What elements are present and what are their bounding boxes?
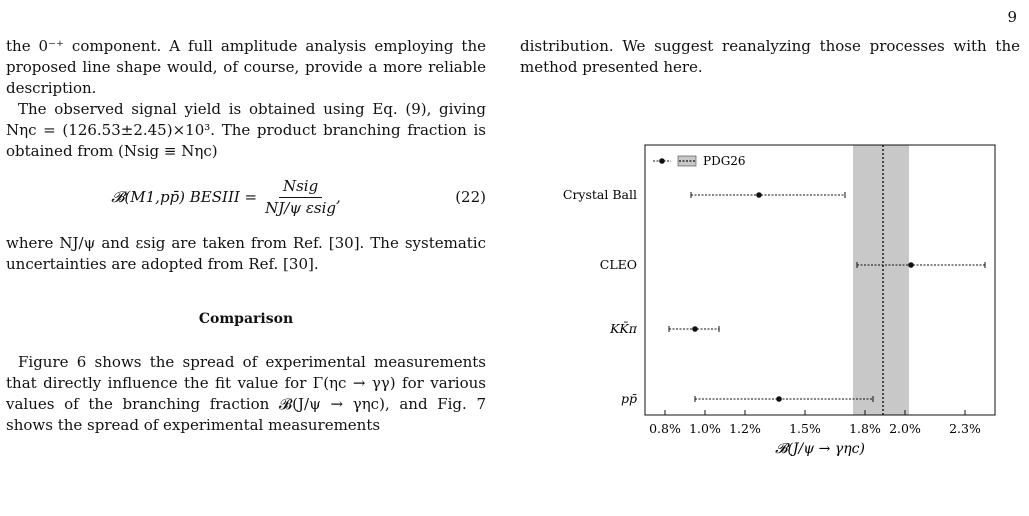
page-number: 9 [1007,8,1017,26]
section-heading: Comparison [198,311,294,327]
x-axis-label: 𝓑(J/ψ → γηc) [775,441,865,457]
right-column [520,36,1020,78]
equation-22 [6,176,486,219]
paragraph-2: The observed signal yield is obtained using Eq. (9), giving Nηc = (126.53±2.45)×10³. The product branching fraction is obtained from (Nsig ≡ Nηc) [6,100,486,160]
category-label-3: pp̄ [620,391,637,406]
figure-chart [540,140,1010,480]
x-tick-label-4: 1.8% [849,421,881,436]
pdg-band [853,145,909,415]
x-tick-label-3: 1.5% [789,421,821,436]
paragraph-1: the 0⁻⁺ component. A full amplitude analysis employing the proposed line shape would, of course, provide a more reliable description. [6,37,486,97]
category-label-2: KK̄π [610,321,637,336]
data-point-3 [776,396,782,402]
category-label-1: CLEO [599,257,637,272]
equation-trailing: , [336,188,341,206]
data-point-0 [756,192,762,198]
x-tick-label-2: 1.2% [729,421,761,436]
left-column [6,36,486,436]
equation-number: (22) [455,188,486,206]
data-point-1 [908,262,914,268]
x-tick-label-1: 1.0% [689,421,721,436]
x-tick-label-6: 2.3% [949,421,981,436]
paragraph-4: Figure 6 shows the spread of experimental measurements that directly influence the fit value for Γ(ηc → γγ) for various values of the branching fraction 𝓑(J/ψ → γηc), and Fig. 7 shows the spread of experimental measurements [6,353,486,434]
data-point-2 [692,326,698,332]
equation-numerator: Nsig [279,176,322,198]
category-label-0: Crystal Ball [562,187,637,202]
legend-label-pdg: PDG26 [703,154,746,168]
equation-fraction [265,176,336,219]
right-paragraph-1: distribution. We suggest reanalyzing those processes with the method presented here. [520,37,1020,76]
x-tick-label-5: 2.0% [889,421,921,436]
x-tick-label-0: 0.8% [649,421,681,436]
legend-marker [659,158,665,164]
plot-frame [645,145,995,415]
equation-denominator: NJ/ψ εsig [265,199,337,217]
paragraph-3: where NJ/ψ and εsig are taken from Ref. [30]. The systematic uncertainties are adopted from Ref. [30]. [6,234,486,273]
equation-lhs: 𝓑(M1,pp̄) BESIII = [111,188,258,206]
